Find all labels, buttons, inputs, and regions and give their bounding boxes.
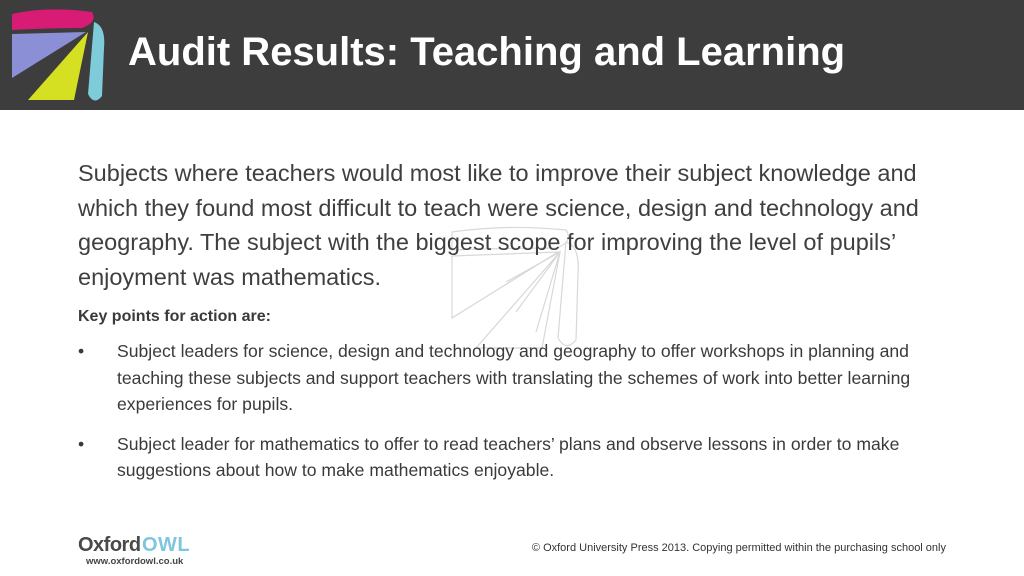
slide-header <box>0 0 1024 110</box>
list-item <box>78 431 958 484</box>
oxford-owl-brand <box>78 534 198 568</box>
action-points-list <box>78 338 958 484</box>
slide-body <box>78 156 958 497</box>
website-url: www.oxfordowl.co.uk <box>86 556 184 567</box>
bullet-icon: • <box>78 341 85 361</box>
key-points-heading: Key points for action are: <box>78 308 271 325</box>
brand-oxford: Oxford <box>78 534 141 556</box>
oxford-owl-feather-logo <box>8 8 108 104</box>
page-title: Audit Results: Teaching and Learning <box>128 30 846 74</box>
list-item <box>78 338 958 418</box>
point-text: Subject leader for mathematics to offer to read teachers’ plans and observe lessons in order to make suggestions about how to make mathematics enjoyable. <box>117 433 900 480</box>
brand-owl: OWL <box>142 534 191 556</box>
bullet-icon: • <box>78 433 85 454</box>
point-text: Subject leaders for science, design and technology and geography to offer workshops in planning and teaching these subjects and support teachers with translating the schemes of work into better learning experiences for pupils. <box>117 341 911 414</box>
lead-paragraph: Subjects where teachers would most like to improve their subject knowledge and which they found most difficult to teach were science, design and technology and geography. The subject with the biggest scope for improving the level of pupils’ enjoyment was mathematics. <box>78 160 919 290</box>
copyright-notice: © Oxford University Press 2013. Copying permitted within the purchasing school only <box>531 542 946 554</box>
